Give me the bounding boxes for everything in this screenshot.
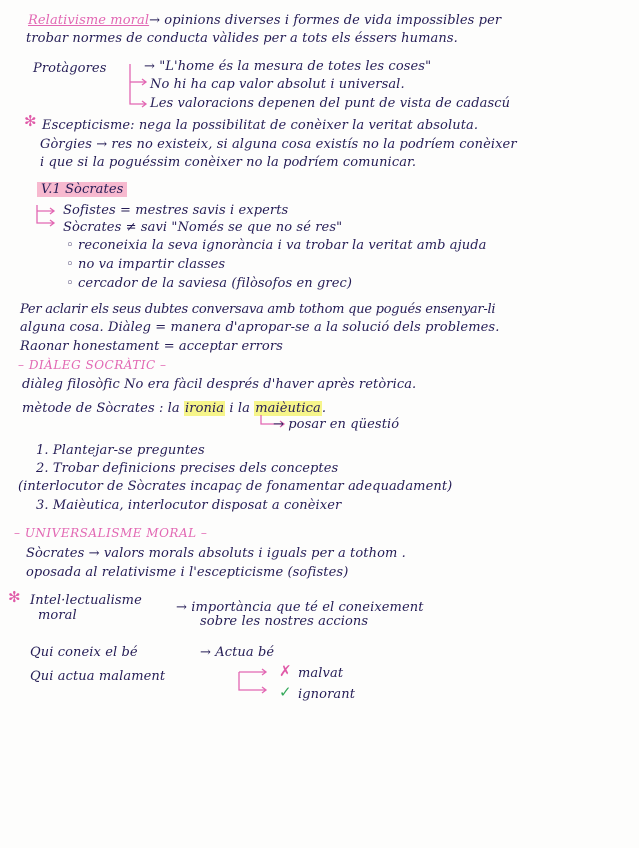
branch-arrow-icon: [34, 203, 60, 227]
escepticisme-term: Escepticisme: [42, 118, 131, 133]
subheading-universalisme-moral: – UNIVERSALISME MORAL –: [14, 526, 208, 540]
qui-actua-malament: Qui actua malament: [30, 669, 166, 684]
note-line-valors: Sòcrates → valors morals absoluts i iguals per a tothom .: [26, 546, 406, 561]
protagores-quote: → "L'home és la mesura de totes les coses": [144, 59, 432, 74]
qui-coneix: Qui coneix el bé: [30, 645, 138, 660]
note-line-aclarir: Per aclarir els seus dubtes conversava amb tothom que pogués ensenyar-li: [20, 302, 496, 317]
socrates-bullet-3: ◦ cercador de la saviesa (filòsofos en grec): [66, 276, 353, 291]
branch-arrow-icon: [236, 668, 276, 698]
gorgies-line-1: Gòrgies → res no existeix, si alguna cosa existís no la podríem conèixer: [40, 137, 517, 152]
section-heading-socrates: [37, 182, 127, 198]
relativisme-definition: → opinions diverses i formes de vida impossibles per: [149, 13, 502, 28]
posar-en-questio: → posar en qüestió: [273, 417, 400, 432]
note-line-2: trobar normes de conducta vàlides per a tots els éssers humans.: [26, 31, 458, 46]
ignorant: ignorant: [298, 687, 356, 702]
sofistes-line: Sofistes = mestres savis i experts: [63, 203, 289, 218]
asterisk-icon: ✻: [8, 588, 21, 606]
note-line-dialeg: alguna cosa. Diàleg = manera d'apropar-se a la solució dels problemes.: [20, 320, 500, 335]
note-line-1: [28, 13, 501, 29]
socrates-savi-line: Sòcrates ≠ savi "Només se que no sé res": [63, 220, 343, 235]
cross-mark-icon: ✗: [279, 662, 292, 680]
escepticisme-definition: : nega la possibilitat de conèixer la veritat absoluta.: [130, 118, 479, 133]
subheading-dialeg-socratic: – DIÀLEG SOCRÀTIC –: [18, 358, 167, 372]
note-line-raonar: Raonar honestament = acceptar errors: [20, 339, 283, 354]
intellectualisme-definition-2: sobre les nostres accions: [200, 614, 369, 629]
note-line-oposada: oposada al relativisme i l'escepticisme (sofistes): [26, 565, 349, 580]
note-line-metode: mètode de Sòcrates : la ironia i la maièutica.: [22, 401, 327, 416]
socrates-bullet-2: ◦ no va impartir classes: [66, 257, 226, 272]
asterisk-icon: ✻: [24, 112, 37, 130]
protagores-point-2: Les valoracions depenen del punt de vista de cadascú: [150, 96, 511, 111]
gorgies-line-2: i que si la poguéssim conèixer no la podríem comunicar.: [40, 155, 417, 170]
section-heading-text: V.1 Sòcrates: [37, 182, 127, 197]
step-1: 1. Plantejar-se preguntes: [36, 443, 205, 458]
intellectualisme-term: Intel·lectualisme: [30, 593, 142, 608]
step-2: 2. Trobar definicions precises dels conceptes: [36, 461, 339, 476]
note-line-escepticisme: [42, 118, 478, 134]
malvat: malvat: [298, 666, 344, 681]
protagores-label: Protàgores: [33, 61, 107, 76]
note-line-dialeg-filosofic: diàleg filosòfic No era fàcil després d'haver après retòrica.: [22, 377, 417, 392]
term-ironia: ironia: [185, 401, 225, 416]
socrates-bullet-1: ◦ reconeixia la seva ignorància i va trobar la veritat amb ajuda: [66, 238, 487, 253]
actua-be: → Actua bé: [200, 645, 275, 660]
topic-relativisme-moral: Relativisme moral: [28, 13, 150, 28]
intellectualisme-definition: → importància que té el coneixement: [176, 600, 424, 615]
intellectualisme-term-2: moral: [38, 608, 77, 623]
step-2-note: (interlocutor de Sòcrates incapaç de fonamentar adequadament): [18, 479, 453, 494]
protagores-point-1: No hi ha cap valor absolut i universal.: [150, 77, 405, 92]
step-3: 3. Maièutica, interlocutor disposat a conèixer: [36, 498, 342, 513]
term-maieutica: maièutica: [255, 401, 321, 416]
check-mark-icon: ✓: [279, 683, 292, 701]
